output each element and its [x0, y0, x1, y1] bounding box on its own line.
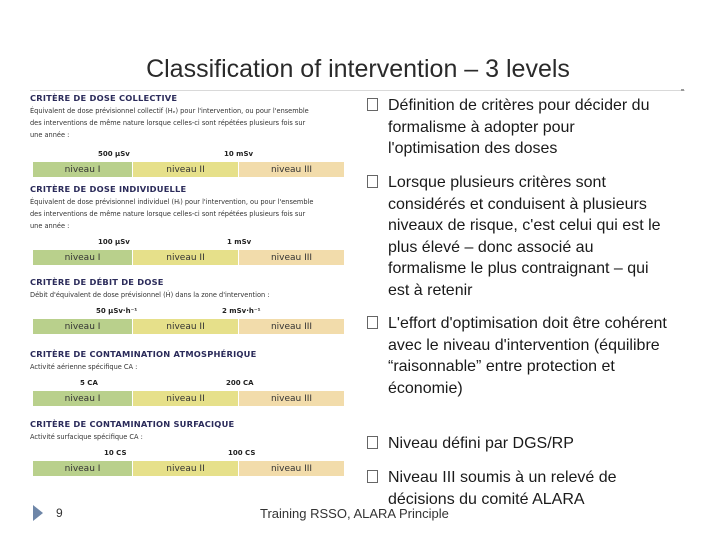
threshold-row [30, 379, 356, 391]
threshold-row [30, 238, 356, 250]
title-divider [30, 90, 685, 91]
criteria-description: Équivalent de dose prévisionnel collectif (Hₑ) pour l'intervention, ou pour l'ensemble des interventions de même nature lorsque celles-ci sont répétées plusieurs fois sur une année : [30, 107, 309, 139]
checkbox-bullet-icon [367, 316, 378, 329]
level-bar [33, 319, 345, 334]
slide-title: Classification of intervention – 3 levels [146, 55, 570, 83]
level-1-cell: niveau I [33, 319, 133, 334]
level-2-cell: niveau II [133, 162, 239, 177]
level-3-cell: niveau III [239, 391, 345, 406]
threshold-low: 100 µSv [98, 238, 130, 246]
bullet-item: L'effort d'optimisation doit être cohérent avec le niveau d'intervention (équilibre “raisonnable” entre protection et économie) [367, 313, 667, 399]
criteria-section-surface-contamination [30, 419, 356, 476]
criteria-description: Équivalent de dose prévisionnel individuel (Hᵢ) pour l'intervention, ou pour l'ensemble des interventions de même nature lorsque celles-ci sont répétées plusieurs fois sur une année : [30, 198, 314, 230]
level-bar [33, 391, 345, 406]
level-1-cell: niveau I [33, 461, 133, 476]
level-1-cell: niveau I [33, 391, 133, 406]
criteria-description: Débit d'équivalent de dose prévisionnel (Ḣ) dans la zone d'intervention : [30, 291, 270, 299]
level-1-cell: niveau I [33, 250, 133, 265]
criteria-title: CRITÈRE DE DOSE INDIVIDUELLE [30, 184, 187, 194]
threshold-high: 1 mSv [227, 238, 252, 246]
criteria-title: CRITÈRE DE DÉBIT DE DOSE [30, 277, 164, 287]
bullet-item: Lorsque plusieurs critères sont considérés et conduisent à plusieurs niveaux de risque, c'est celui qui est le plus élevé – donc associé au formalisme le plus contraignant – qui est à retenir [367, 172, 667, 301]
footer-text: Training RSSO, ALARA Principle [260, 506, 449, 521]
threshold-row [30, 449, 356, 461]
level-3-cell: niveau III [239, 461, 345, 476]
checkbox-bullet-icon [367, 98, 378, 111]
level-2-cell: niveau II [133, 461, 239, 476]
threshold-row [30, 150, 356, 162]
checkbox-bullet-icon [367, 175, 378, 188]
threshold-low: 500 µSv [98, 150, 130, 158]
divider-tick [681, 89, 684, 91]
level-3-cell: niveau III [239, 162, 345, 177]
level-2-cell: niveau II [133, 319, 239, 334]
criteria-section-dose-rate [30, 277, 356, 334]
criteria-title: CRITÈRE DE CONTAMINATION SURFACIQUE [30, 419, 235, 429]
threshold-row [30, 307, 356, 319]
level-2-cell: niveau II [133, 391, 239, 406]
bullet-item: Définition de critères pour décider du formalisme à adopter pour l'optimisation des doses [367, 95, 667, 160]
level-bar [33, 461, 345, 476]
bullet-item: Niveau défini par DGS/RP [367, 433, 667, 455]
page-number: 9 [56, 506, 63, 520]
checkbox-bullet-icon [367, 436, 378, 449]
criteria-panel [30, 93, 356, 485]
criteria-description: Activité aérienne spécifique CA : [30, 363, 138, 371]
threshold-high: 10 mSv [224, 150, 254, 158]
level-bar [33, 250, 345, 265]
bullet-item: Niveau III soumis à un relevé de décisions du comité ALARA [367, 467, 667, 510]
level-3-cell: niveau III [239, 319, 345, 334]
level-2-cell: niveau II [133, 250, 239, 265]
threshold-low: 10 CS [104, 449, 127, 457]
criteria-title: CRITÈRE DE DOSE COLLECTIVE [30, 93, 178, 103]
level-bar [33, 162, 345, 177]
criteria-description: Activité surfacique spécifique CA : [30, 433, 143, 441]
threshold-low: 50 µSv·h⁻¹ [96, 307, 138, 315]
criteria-title: CRITÈRE DE CONTAMINATION ATMOSPHÉRIQUE [30, 349, 257, 359]
criteria-section-collective-dose [30, 93, 356, 177]
slide-marker-icon [33, 505, 43, 521]
criteria-section-airborne-contamination [30, 349, 356, 406]
checkbox-bullet-icon [367, 470, 378, 483]
level-3-cell: niveau III [239, 250, 345, 265]
threshold-high: 100 CS [228, 449, 256, 457]
criteria-section-individual-dose [30, 184, 356, 265]
level-1-cell: niveau I [33, 162, 133, 177]
threshold-high: 200 CA [226, 379, 254, 387]
threshold-high: 2 mSv·h⁻¹ [222, 307, 261, 315]
threshold-low: 5 CA [80, 379, 98, 387]
